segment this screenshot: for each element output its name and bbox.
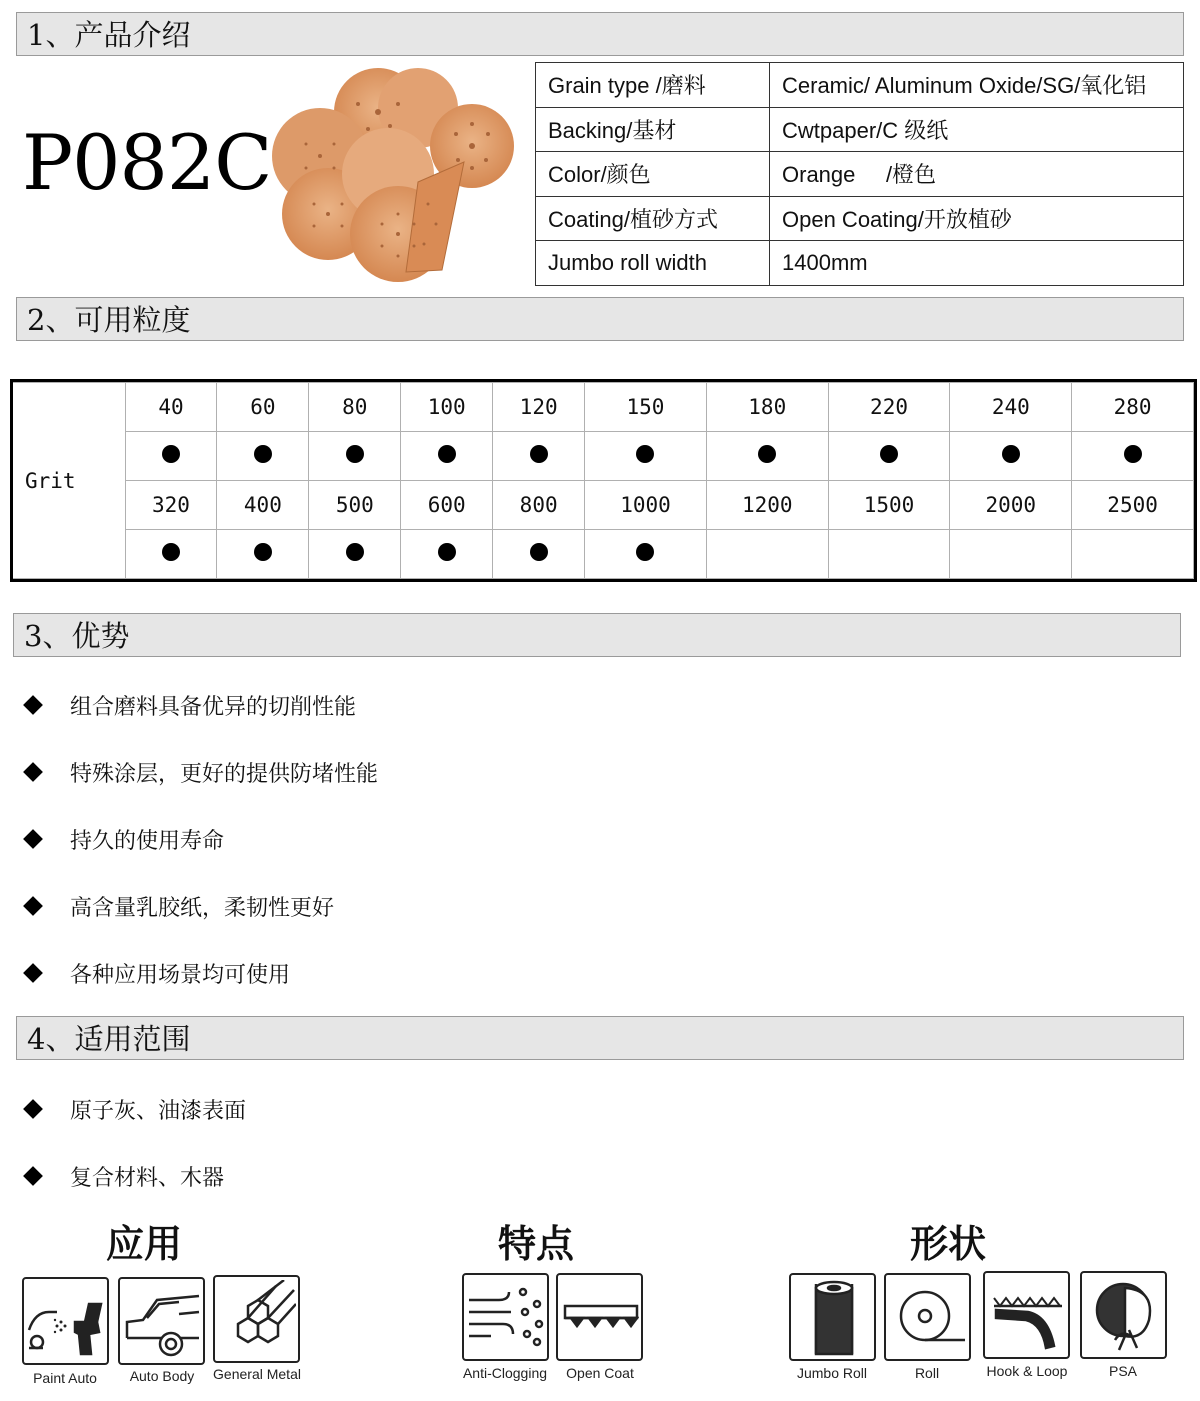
grit-availability-cell <box>125 432 217 481</box>
advantage-item: 持久的使用寿命 <box>26 824 224 855</box>
hook-loop-icon <box>983 1271 1070 1359</box>
product-model: P082C <box>22 118 272 207</box>
available-dot-icon <box>438 543 456 561</box>
grit-value: 320 <box>125 481 217 530</box>
spec-row-backing <box>536 107 1184 152</box>
grit-availability-cell <box>706 530 828 579</box>
grit-value: 240 <box>950 383 1072 432</box>
grit-availability-cell <box>493 432 585 481</box>
grit-availability-cell <box>217 530 309 579</box>
available-dot-icon <box>254 543 272 561</box>
grit-value: 80 <box>309 383 401 432</box>
group-title-shape: 形状 <box>910 1221 987 1266</box>
spray-gun-icon <box>22 1277 109 1365</box>
bullet-diamond-icon <box>23 963 43 983</box>
section-title-grit: 2、可用粒度 <box>16 297 1184 341</box>
advantage-item: 高含量乳胶纸，柔韧性更好 <box>26 891 334 922</box>
scope-item: 复合材料、木器 <box>26 1161 224 1192</box>
icon-label: Jumbo Roll <box>796 1365 868 1381</box>
section-title-intro: 1、产品介绍 <box>16 12 1184 56</box>
section-title-scope: 4、适用范围 <box>16 1016 1184 1060</box>
available-dot-icon <box>1124 445 1142 463</box>
icon-label: Open Coat <box>566 1365 634 1381</box>
spec-row-color <box>536 152 1184 197</box>
spec-value: Ceramic/ Aluminum Oxide/SG/氧化铝 <box>770 63 1184 108</box>
spec-row-roll-width <box>536 241 1184 286</box>
section-title-advantages: 3、优势 <box>13 613 1181 657</box>
grit-value: 1200 <box>706 481 828 530</box>
advantage-item: 组合磨料具备优异的切削性能 <box>26 690 356 721</box>
group-title-features: 特点 <box>498 1221 575 1266</box>
available-dot-icon <box>438 445 456 463</box>
bullet-diamond-icon <box>23 762 43 782</box>
available-dot-icon <box>880 445 898 463</box>
roll-icon <box>884 1273 971 1361</box>
grit-value: 1000 <box>585 481 707 530</box>
spec-value: 1400mm <box>770 241 1184 286</box>
grit-value: 500 <box>309 481 401 530</box>
advantage-item: 各种应用场景均可使用 <box>26 958 290 989</box>
jumbo-roll-icon <box>789 1273 876 1361</box>
grit-availability-cell <box>217 432 309 481</box>
grit-label: Grit <box>13 383 125 579</box>
grit-value: 2000 <box>950 481 1072 530</box>
available-dot-icon <box>254 445 272 463</box>
bullet-diamond-icon <box>23 1166 43 1186</box>
grit-availability-cell <box>585 530 707 579</box>
advantage-item: 特殊涂层，更好的提供防堵性能 <box>26 757 378 788</box>
bullet-diamond-icon <box>23 829 43 849</box>
spec-label: Backing/基材 <box>536 107 770 152</box>
available-dot-icon <box>162 543 180 561</box>
grit-availability-cell <box>401 432 493 481</box>
grit-value: 100 <box>401 383 493 432</box>
grit-value: 400 <box>217 481 309 530</box>
grit-availability-cell <box>585 432 707 481</box>
available-dot-icon <box>162 445 180 463</box>
product-photo-sanding-discs <box>268 64 520 286</box>
grit-value: 120 <box>493 383 585 432</box>
grit-value: 2500 <box>1072 481 1194 530</box>
open-coat-icon <box>556 1273 643 1361</box>
grit-value: 60 <box>217 383 309 432</box>
spec-label: Color/颜色 <box>536 152 770 197</box>
grit-value: 600 <box>401 481 493 530</box>
icon-label: Roll <box>914 1365 940 1381</box>
grit-availability-cell <box>309 530 401 579</box>
spec-label: Jumbo roll width <box>536 241 770 286</box>
bullet-diamond-icon <box>23 695 43 715</box>
grit-value: 150 <box>585 383 707 432</box>
icon-label: PSA <box>1108 1363 1137 1379</box>
grit-availability-cell <box>1072 530 1194 579</box>
spec-row-coating <box>536 196 1184 241</box>
grit-value: 180 <box>706 383 828 432</box>
grit-availability-cell <box>125 530 217 579</box>
icon-label: Paint Auto <box>33 1370 97 1386</box>
spec-value: Cwtpaper/C 级纸 <box>770 107 1184 152</box>
grit-value: 800 <box>493 481 585 530</box>
available-dot-icon <box>346 543 364 561</box>
available-dot-icon <box>636 543 654 561</box>
available-dot-icon <box>346 445 364 463</box>
grit-availability-cell <box>828 432 950 481</box>
grit-value: 40 <box>125 383 217 432</box>
grit-table <box>10 379 1197 582</box>
spec-table <box>535 62 1184 286</box>
grit-value: 220 <box>828 383 950 432</box>
grit-availability-cell <box>309 432 401 481</box>
grit-availability-cell <box>950 432 1072 481</box>
car-icon <box>118 1277 205 1365</box>
scope-item: 原子灰、油漆表面 <box>26 1094 246 1125</box>
icon-label: General Metal <box>213 1366 301 1382</box>
icon-label: Anti-Clogging <box>462 1365 548 1381</box>
spec-label: Grain type /磨料 <box>536 63 770 108</box>
icon-label: Hook & Loop <box>986 1363 1068 1379</box>
spec-value: Open Coating/开放植砂 <box>770 196 1184 241</box>
spec-row-grain <box>536 63 1184 108</box>
available-dot-icon <box>758 445 776 463</box>
grit-value: 280 <box>1072 383 1194 432</box>
group-title-application: 应用 <box>106 1221 183 1266</box>
airflow-icon <box>462 1273 549 1361</box>
grit-availability-cell <box>950 530 1072 579</box>
grit-availability-cell <box>706 432 828 481</box>
spec-value: Orange /橙色 <box>770 152 1184 197</box>
available-dot-icon <box>530 445 548 463</box>
bullet-diamond-icon <box>23 896 43 916</box>
psa-icon <box>1080 1271 1167 1359</box>
grit-availability-cell <box>1072 432 1194 481</box>
available-dot-icon <box>530 543 548 561</box>
icon-label: Auto Body <box>129 1368 195 1384</box>
bullet-diamond-icon <box>23 1099 43 1119</box>
metal-bars-icon <box>213 1275 300 1363</box>
grit-availability-cell <box>401 530 493 579</box>
grit-value: 1500 <box>828 481 950 530</box>
available-dot-icon <box>636 445 654 463</box>
grit-availability-cell <box>828 530 950 579</box>
spec-label: Coating/植砂方式 <box>536 196 770 241</box>
grit-availability-cell <box>493 530 585 579</box>
available-dot-icon <box>1002 445 1020 463</box>
